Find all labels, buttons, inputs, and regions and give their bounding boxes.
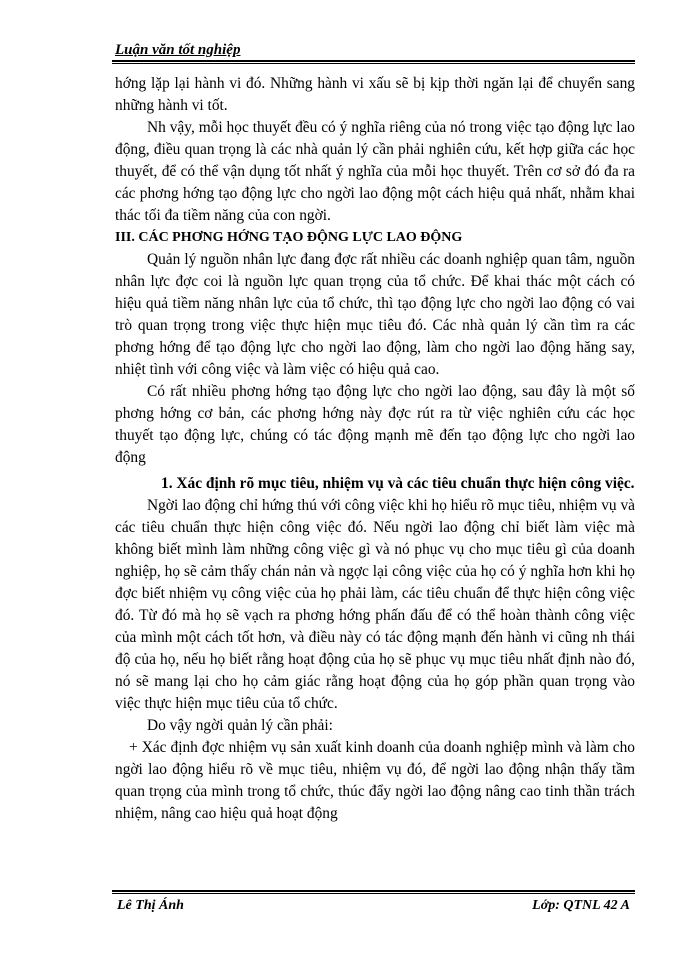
footer-rule-thick — [112, 890, 635, 892]
paragraph-hr-management: Quản lý nguồn nhân lực đang đợc rất nhiều các doanh nghiệp quan tâm, nguồn nhân lực đợc coi là nguồn lực quan trọng của tổ chức. Để khai thác một cách có hiệu quả tiềm năng nhân lực của tổ chức, thì tạo động lực cho ngời lao động có vai trò quan trọng trong việc thực hiện mục tiêu đó. Các nhà quản lý cần tìm ra các phơng hớng để tạo động lực cho ngời lao động, làm cho ngời lao động hăng say, nhiệt tình với công việc và làm việc có hiệu quả cao. — [115, 251, 635, 378]
paragraph-continuation: hớng lặp lại hành vi đó. Những hành vi xấu sẽ bị kịp thời ngăn lại để chuyển sang những hành vi tốt. — [115, 75, 635, 114]
paragraph-motivation-directions: Có rất nhiều phơng hớng tạo động lực cho ngời lao động, sau đây là một số phơng hớng cơ bản, các phơng hớng này đợc rút ra từ việc nghiên cứu các học thuyết tạo động lực, chúng có tác động mạnh mẽ đến tạo động lực cho ngời lao động — [115, 383, 635, 466]
paragraph-bullet-1: + Xác định đợc nhiệm vụ sản xuất kinh doanh của doanh nghiệp mình và làm cho ngời lao động hiểu rõ về mục tiêu, nhiệm vụ đó, để ngời lao động nhận thấy tầm quan trọng của mình trong tổ chức, thúc đẩy ngời lao động nâng cao tinh thần trách nhiệm, nâng cao hiệu quả hoạt động — [115, 739, 635, 822]
page-header — [110, 42, 635, 62]
footer-class: Lớp: QTNL 42 A — [532, 898, 630, 913]
header-rule-thick — [112, 60, 635, 62]
subheading-1: 1. Xác định rõ mục tiêu, nhiệm vụ và các tiêu chuẩn thực hiện công việc. — [161, 475, 635, 492]
page-body — [115, 73, 635, 825]
paragraph-theory-summary: Nh vậy, mỗi học thuyết đều có ý nghĩa riêng của nó trong việc tạo động lực lao động, điều quan trọng là các nhà quản lý cần phải nghiên cứu, kết hợp giữa các học thuyết, để có thể vận dụng tốt nhất ý nghĩa của mỗi học thuyết. Trên cơ sở đó đa ra các phơng hớng tạo động lực cho ngời lao động một cách hiệu quả nhất, nhằm khai thác tối đa tiềm năng của con ngời. — [115, 119, 635, 224]
footer-rule-thin — [112, 893, 635, 894]
paragraph-goals-tasks: Ngời lao động chỉ hứng thú với công việc khi họ hiểu rõ mục tiêu, nhiệm vụ và các tiêu chuẩn thực hiện công việc đó. Nếu ngời lao động chỉ biết làm việc mà không biết mình làm những công việc gì và nó phục vụ cho mục tiêu gì của doanh nghiệp, họ sẽ cảm thấy chán nản và ngợc lại công việc của họ có ý nghĩa hơn khi họ đợc biết nhiệm vụ công việc của họ phải làm, các tiêu chuẩn để thực hiện công việc đó. Từ đó mà họ sẽ vạch ra phơng hớng phấn đấu để có thể hoàn thành công việc của mình một cách tốt hơn, và điều này có tác động mạnh đến hành vi cũng nh thái độ của họ, nếu họ biết rằng hoạt động của họ sẽ phục vụ mục tiêu nhất định nào đó, nó sẽ mang lại cho họ cảm giác rằng hoạt động của họ góp phần quan trọng vào việc thực hiện mục tiêu của tổ chức. — [115, 497, 635, 712]
paragraph-manager-must: Do vậy ngời quản lý cần phải: — [147, 717, 333, 734]
footer-author: Lê Thị Ánh — [117, 898, 184, 913]
header-rule-thin — [112, 63, 635, 64]
section-heading-3: III. CÁC PHƠNG HỚNG TẠO ĐỘNG LỰC LAO ĐỘNG — [115, 230, 463, 245]
header-title: Luận văn tốt nghiệp — [115, 42, 241, 58]
